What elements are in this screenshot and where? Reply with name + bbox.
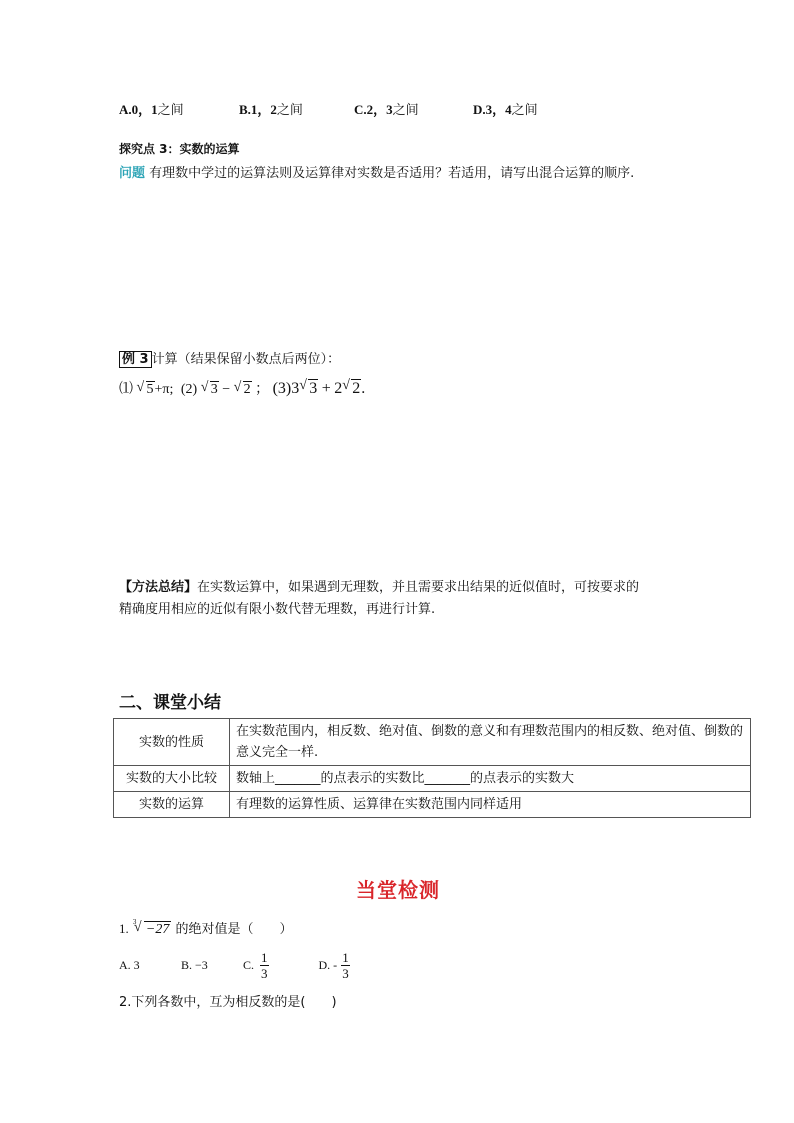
section-title-summary: 二、课堂小结 [119,693,221,713]
q1-option-c: C. [243,958,255,972]
coef-2: 2 [334,380,343,397]
part1-rest: +π; [154,382,174,397]
part2-number: (2) [180,382,198,397]
part3-number: (3) [272,380,292,397]
table-row [114,766,751,792]
method-summary-label: 【方法总结】 [119,580,198,595]
fraction-one-third: $\frac{1}{3}$ [261,950,268,981]
q1-option-d: D. - [318,958,338,972]
method-summary-line2: 精确度用相应的近似有限小数代替无理数，再进行计算. [119,602,436,617]
period: . [361,380,366,397]
summary-table [113,718,751,818]
option-a: A.0，1之间 [119,102,184,118]
question-2: 2.下列各数中，互为相反数的是( ) [119,995,337,1010]
part1-number: ⑴ [119,382,133,397]
minus-sign: − [222,382,231,397]
coef-3: 3 [291,380,300,397]
q1-option-b: B. −3 [181,958,208,972]
sqrt-2b: √ 2 [342,380,361,398]
example3-expressions [119,378,365,398]
method-summary-text1: 在实数运算中，如果遇到无理数，并且需要求出结果的近似值时，可按要求的 [197,580,640,595]
example3-line [119,348,340,367]
question-label: 问题 [119,166,146,181]
table-cell-body: 数轴上_______的点表示的实数比_______的点表示的实数大 [230,766,751,792]
table-cell-body: 在实数范围内，相反数、绝对值、倒数的意义和有理数范围内的相反数、绝对值、倒数的意义完全一样. [230,719,751,766]
sqrt-3: √ 3 [201,382,219,398]
separator: ； [255,382,270,397]
cube-root: √ 3 −27 [133,922,171,938]
method-summary-line1 [119,576,639,595]
table-cell-head: 实数的运算 [114,792,230,818]
table-cell-head: 实数的性质 [114,719,230,766]
option-b: B.1，2之间 [239,102,303,118]
option-c: C.2，3之间 [354,102,419,118]
question-text: 有理数中学过的运算法则及运算律对实数是否适用？若适用，请写出混合运算的顺序. [149,166,635,181]
plus-sign: + [321,380,331,397]
table-row [114,719,751,766]
example3-label: 例 3 [119,351,152,368]
q1-number: 1. [119,921,129,936]
table-cell-head: 实数的大小比较 [114,766,230,792]
table-cell-body: 有理数的运算性质、运算律在实数范围内同样适用 [230,792,751,818]
explore-heading: 探究点 3：实数的运算 [119,142,240,156]
test-title: 当堂检测 [356,878,440,902]
question-1 [119,918,293,938]
table-row [114,792,751,818]
question-1-options [119,950,350,981]
q1-text: 的绝对值是（ ） [175,922,293,937]
option-d: D.3，4之间 [473,102,538,118]
sqrt-3b: √ 3 [299,380,318,398]
explore-question [119,162,634,181]
fraction-neg-one-third: $\frac{1}{3}$ [342,950,349,981]
example3-text: 计算（结果保留小数点后两位）： [151,352,341,367]
sqrt-2: √ 2 [234,382,252,398]
q1-option-a: A. 3 [119,958,140,972]
sqrt-5: √ 5 [137,382,155,398]
